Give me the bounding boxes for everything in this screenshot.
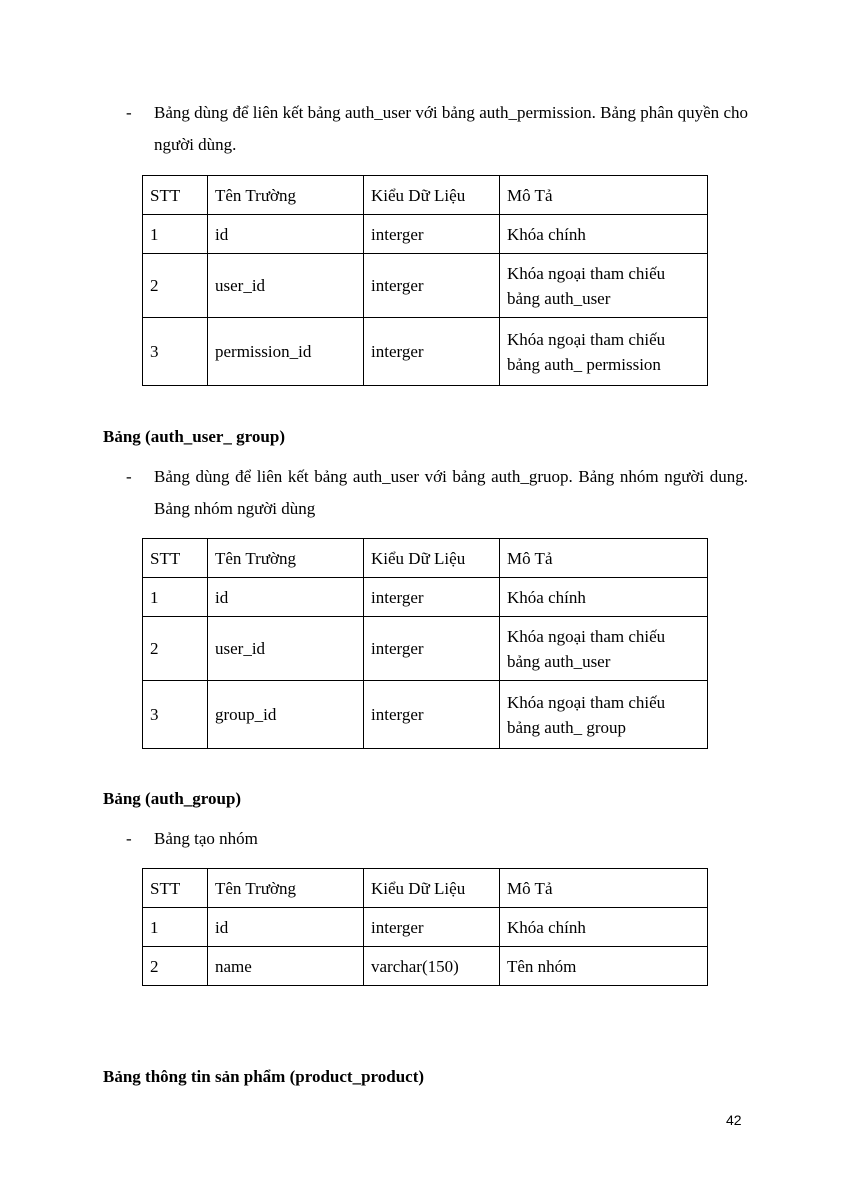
- auth-user-permissions-table: [142, 175, 708, 386]
- cell-stt: 1: [143, 215, 208, 254]
- bullet-text: Bảng dùng để liên kết bảng auth_user với bảng auth_permission. Bảng phân quyền cho người dùng.: [154, 103, 748, 154]
- bullet-text: Bảng tạo nhóm: [154, 829, 258, 848]
- cell-stt: 1: [143, 578, 208, 617]
- table-header-row: [143, 176, 708, 215]
- bullet-item: - Bảng dùng để liên kết bảng auth_user với bảng auth_permission. Bảng phân quyền cho người dùng.: [126, 97, 748, 161]
- cell-stt: 2: [143, 947, 208, 986]
- header-field-name: Tên Trường: [208, 539, 364, 578]
- header-field-name: Tên Trường: [208, 176, 364, 215]
- cell-data-type: interger: [364, 578, 500, 617]
- header-stt: STT: [143, 539, 208, 578]
- cell-field-name: group_id: [208, 681, 364, 749]
- table-row: [143, 947, 708, 986]
- header-data-type: Kiểu Dữ Liệu: [364, 176, 500, 215]
- cell-field-name: name: [208, 947, 364, 986]
- cell-stt: 3: [143, 681, 208, 749]
- table-row: [143, 617, 708, 681]
- cell-stt: 2: [143, 254, 208, 318]
- cell-description: Khóa ngoại tham chiếu bảng auth_ group: [500, 681, 708, 749]
- cell-data-type: interger: [364, 318, 500, 386]
- table-row: [143, 681, 708, 749]
- cell-description: Khóa chính: [500, 215, 708, 254]
- cell-data-type: interger: [364, 681, 500, 749]
- cell-data-type: interger: [364, 215, 500, 254]
- cell-data-type: interger: [364, 617, 500, 681]
- table-row: [143, 318, 708, 386]
- header-description: Mô Tả: [500, 176, 708, 215]
- cell-description: Khóa ngoại tham chiếu bảng auth_user: [500, 617, 708, 681]
- header-data-type: Kiểu Dữ Liệu: [364, 869, 500, 908]
- header-stt: STT: [143, 176, 208, 215]
- cell-field-name: user_id: [208, 254, 364, 318]
- header-field-name: Tên Trường: [208, 869, 364, 908]
- cell-stt: 1: [143, 908, 208, 947]
- table-row: [143, 908, 708, 947]
- table-header-row: [143, 539, 708, 578]
- bullet-item: - Bảng tạo nhóm: [126, 823, 748, 855]
- cell-data-type: interger: [364, 908, 500, 947]
- header-description: Mô Tả: [500, 869, 708, 908]
- cell-field-name: id: [208, 908, 364, 947]
- cell-description: Tên nhóm: [500, 947, 708, 986]
- cell-description: Khóa chính: [500, 578, 708, 617]
- auth-user-groups-table: [142, 538, 708, 749]
- table-row: [143, 215, 708, 254]
- section-heading: Bảng (auth_group): [103, 789, 242, 808]
- table-row: [143, 578, 708, 617]
- cell-field-name: id: [208, 578, 364, 617]
- header-description: Mô Tả: [500, 539, 708, 578]
- auth-group-table: [142, 868, 708, 986]
- cell-stt: 3: [143, 318, 208, 386]
- cell-field-name: id: [208, 215, 364, 254]
- section-heading: Bảng thông tin sản phẩm (product_product): [103, 1067, 425, 1086]
- cell-stt: 2: [143, 617, 208, 681]
- page-number: 42: [726, 1112, 742, 1128]
- section-heading: Bảng (auth_user_ group): [103, 427, 285, 446]
- cell-data-type: interger: [364, 254, 500, 318]
- header-data-type: Kiểu Dữ Liệu: [364, 539, 500, 578]
- cell-field-name: user_id: [208, 617, 364, 681]
- cell-description: Khóa ngoại tham chiếu bảng auth_ permission: [500, 318, 708, 386]
- cell-description: Khóa ngoại tham chiếu bảng auth_user: [500, 254, 708, 318]
- cell-data-type: varchar(150): [364, 947, 500, 986]
- bullet-text: Bảng dùng để liên kết bảng auth_user với bảng auth_gruop. Bảng nhóm người dung. Bảng nhóm người dùng: [154, 467, 748, 518]
- cell-field-name: permission_id: [208, 318, 364, 386]
- bullet-item: - Bảng dùng để liên kết bảng auth_user với bảng auth_gruop. Bảng nhóm người dung. Bảng nhóm người dùng: [126, 461, 748, 525]
- header-stt: STT: [143, 869, 208, 908]
- table-row: [143, 254, 708, 318]
- cell-description: Khóa chính: [500, 908, 708, 947]
- table-header-row: [143, 869, 708, 908]
